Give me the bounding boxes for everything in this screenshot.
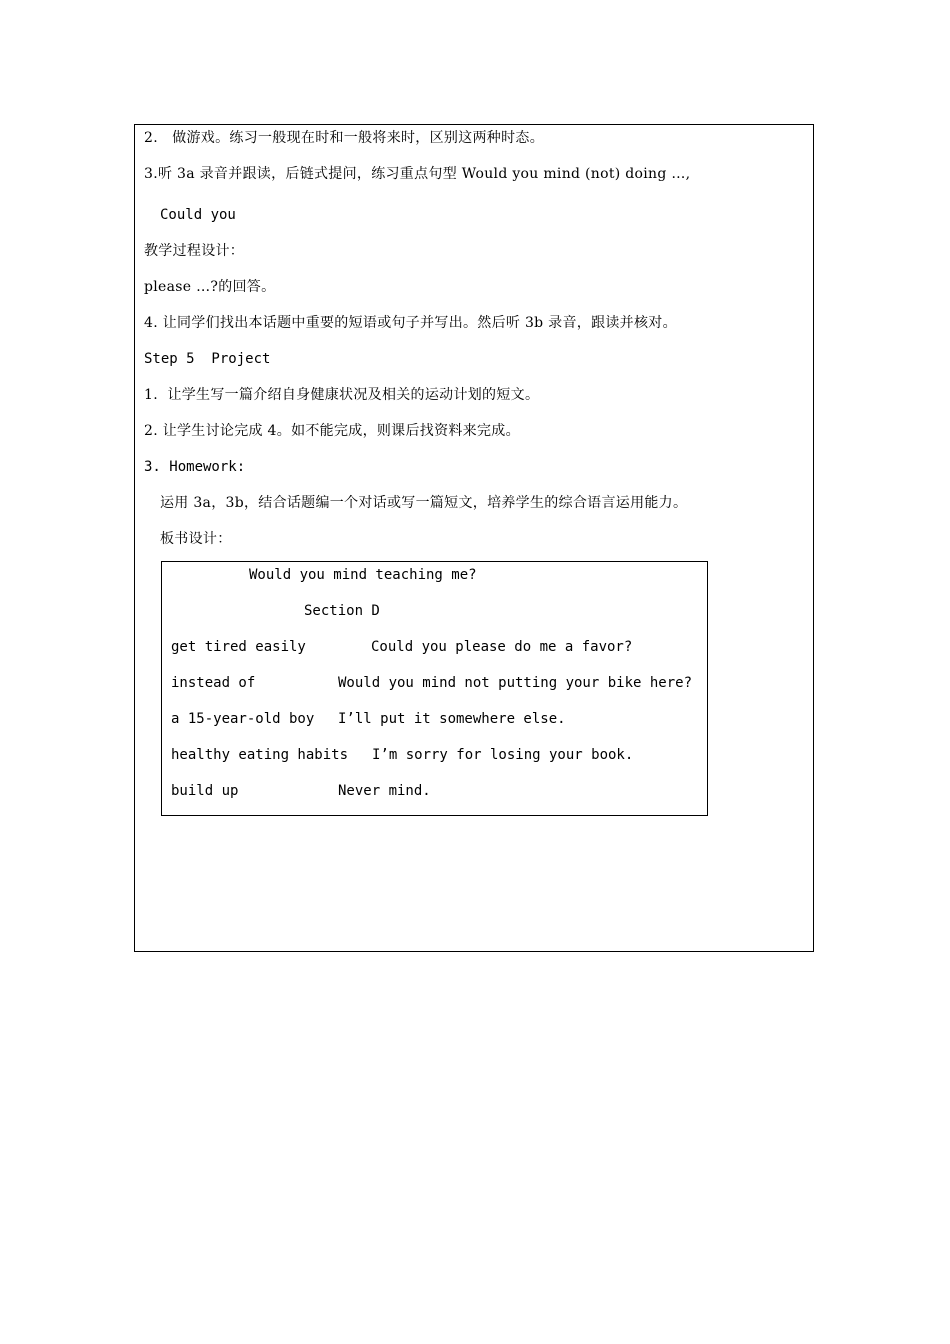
board-phrase: a 15-year-old boy xyxy=(171,711,315,727)
homework-text: 运用 3a，3b，结合话题编一个对话或写一篇短文，培养学生的综合语言运用能力。 xyxy=(160,495,688,511)
project-item-1: 1. 让学生写一篇介绍自身健康状况及相关的运动计划的短文。 xyxy=(144,387,540,403)
step-5-project-heading: Step 5 Project xyxy=(144,351,271,367)
step-item-3-listen-3a: 3.听 3a 录音并跟读，后链式提问，练习重点句型 Would you mind (not) doing …, xyxy=(144,166,691,182)
board-phrase: healthy eating habits xyxy=(171,747,349,763)
step-item-4-phrases: 4. 让同学们找出本话题中重要的短语或句子并写出。然后听 3b 录音，跟读并核对。 xyxy=(144,315,677,331)
board-design-heading: 板书设计： xyxy=(160,531,232,547)
please-answer-line: please …?的回答。 xyxy=(144,279,276,295)
teaching-process-heading: 教学过程设计： xyxy=(144,243,245,259)
board-title: Would you mind teaching me? xyxy=(249,567,477,583)
project-item-2: 2. 让学生讨论完成 4。如不能完成，则课后找资料来完成。 xyxy=(144,423,520,439)
board-sentence: Would you mind not putting your bike here? xyxy=(338,675,693,691)
board-section: Section D xyxy=(304,603,380,619)
step-item-2-game: 2. 做游戏。练习一般现在时和一般将来时，区别这两种时态。 xyxy=(144,130,545,146)
board-sentence: Could you please do me a favor? xyxy=(371,639,633,655)
board-phrase: get tired easily xyxy=(171,639,306,655)
homework-heading: 3. Homework: xyxy=(144,459,246,475)
board-phrase: build up xyxy=(171,783,239,799)
board-sentence: I’m sorry for losing your book. xyxy=(372,747,634,763)
board-sentence: Never mind. xyxy=(338,783,431,799)
could-you-line: Could you xyxy=(160,207,236,223)
board-sentence: I’ll put it somewhere else. xyxy=(338,711,566,727)
board-phrase: instead of xyxy=(171,675,256,691)
